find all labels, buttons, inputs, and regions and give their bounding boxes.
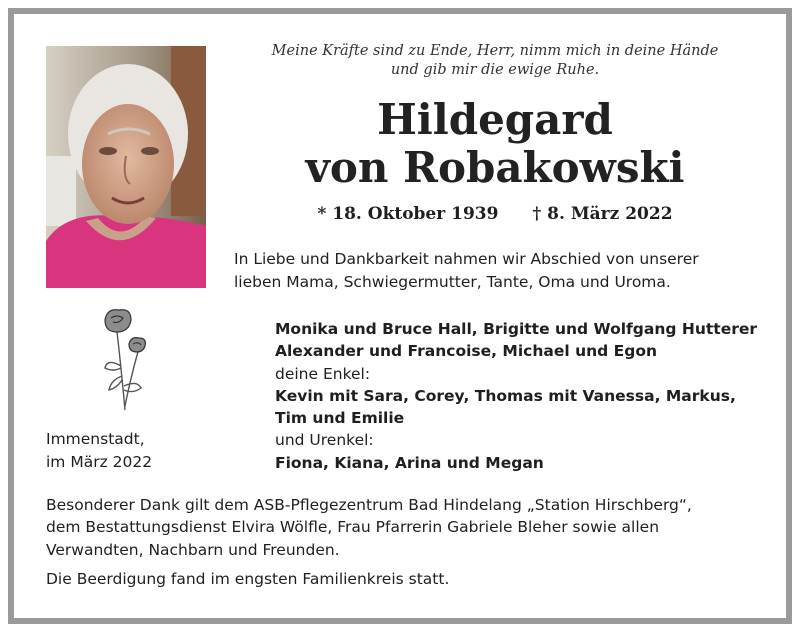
bible-quote bbox=[230, 42, 760, 80]
last-name: von Robakowski bbox=[305, 143, 685, 192]
grandchildren-line-2: Tim und Emilie bbox=[275, 409, 405, 428]
thanks-text bbox=[46, 494, 754, 561]
death-date: † 8. März 2022 bbox=[532, 204, 673, 224]
grandchildren-label: deine Enkel: bbox=[275, 364, 371, 383]
intro-line-2: lieben Mama, Schwiegermutter, Tante, Oma und Uroma. bbox=[234, 273, 671, 291]
place-month: im März 2022 bbox=[46, 453, 153, 471]
first-name: Hildegard bbox=[377, 95, 613, 144]
life-dates bbox=[230, 203, 760, 225]
children-line-1: Monika und Bruce Hall, Brigitte und Wolfgang Hutterer bbox=[275, 320, 758, 338]
funeral-note: Die Beerdigung fand im engsten Familienkreis statt. bbox=[46, 570, 450, 588]
thanks-line-2: dem Bestattungsdienst Elvira Wölfle, Frau Pfarrerin Gabriele Bleher sowie allen bbox=[46, 518, 660, 537]
birth-date: * 18. Oktober 1939 bbox=[317, 204, 499, 224]
intro-text bbox=[234, 248, 754, 294]
rose-icon bbox=[95, 306, 155, 416]
quote-line-2: und gib mir die ewige Ruhe. bbox=[390, 62, 600, 78]
great-grandchildren-label: und Urenkel: bbox=[275, 431, 374, 450]
portrait-photo bbox=[46, 46, 206, 288]
family-list bbox=[275, 318, 765, 474]
deceased-name bbox=[230, 96, 760, 192]
grandchildren-line-1: Kevin mit Sara, Corey, Thomas mit Vanessa, Markus, bbox=[275, 386, 736, 405]
thanks-line-3: Verwandten, Nachbarn und Freunden. bbox=[46, 540, 340, 559]
place-date bbox=[46, 428, 226, 474]
quote-line-1: Meine Kräfte sind zu Ende, Herr, nimm mich in deine Hände bbox=[271, 43, 719, 59]
great-grandchildren-names: Fiona, Kiana, Arina und Megan bbox=[275, 453, 544, 472]
children-line-2: Alexander und Francoise, Michael und Egon bbox=[275, 342, 657, 361]
thanks-line-1: Besonderer Dank gilt dem ASB-Pflegezentrum Bad Hindelang „Station Hirschberg“, bbox=[46, 496, 692, 514]
intro-line-1: In Liebe und Dankbarkeit nahmen wir Abschied von unserer bbox=[234, 250, 699, 268]
place-city: Immenstadt, bbox=[46, 430, 145, 448]
